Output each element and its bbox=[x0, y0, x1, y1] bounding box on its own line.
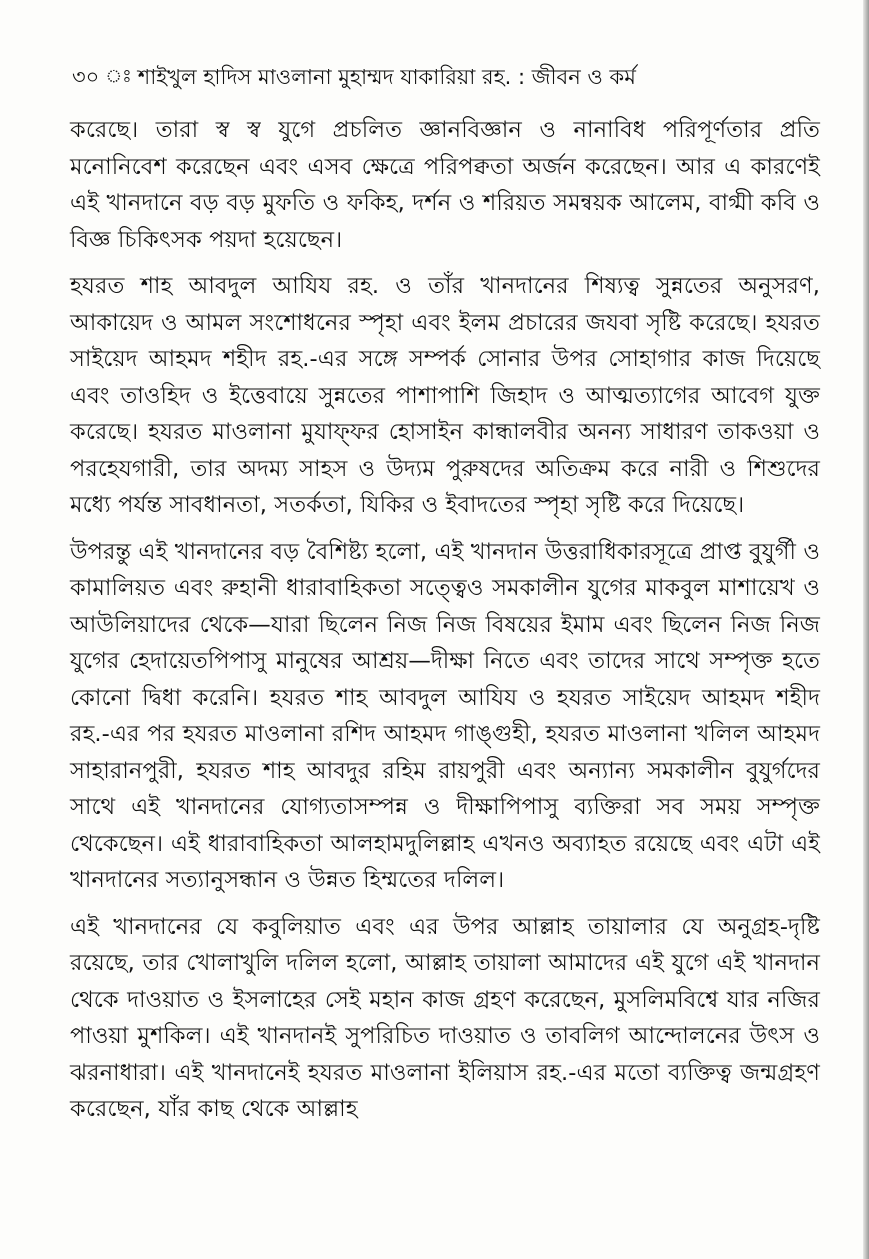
paragraph-1: করেছে। তারা স্ব স্ব যুগে প্রচলিত জ্ঞানবিজ্ঞান ও নানাবিধ পরিপূর্ণতার প্রতি মনোনিবেশ করেছেন এবং এসব ক্ষেত্রে পরিপক্বতা অর্জন করেছেন। আর এ কারণেই এই খানদানে বড় বড় মুফতি ও ফকিহ, দর্শন ও শরিয়ত সমন্বয়ক আলেম, বাগ্মী কবি ও বিজ্ঞ চিকিৎসক পয়দা হয়েছেন। bbox=[70, 117, 820, 253]
paragraph-2: হযরত শাহ আবদুল আযিয রহ. ও তাঁর খানদানের শিষ্যত্ব সুন্নতের অনুসরণ, আকায়েদ ও আমল সংশোধনের স্পৃহা এবং ইলম প্রচারের জযবা সৃষ্টি করেছে। হযরত সাইয়েদ আহমদ শহীদ রহ.-এর সঙ্গে সম্পর্ক সোনার উপর সোহাগার কাজ দিয়েছে এবং তাওহিদ ও ইত্তেবায়ে সুন্নতের পাশাপাশি জিহাদ ও আত্মত্যাগের আবেগ যুক্ত করেছে। হযরত মাওলানা মুযাফ্ফর হোসাইন কান্ধালবীর অনন্য সাধারণ তাকওয়া ও পরহেযগারী, তার অদম্য সাহস ও উদ্যম পুরুষদের অতিক্রম করে নারী ও শিশুদের মধ্যে পর্যন্ত সাবধানতা, সতর্কতা, যিকির ও ইবাদতের স্পৃহা সৃষ্টি করে দিয়েছে। bbox=[70, 273, 820, 518]
paragraph-3: উপরন্তু এই খানদানের বড় বৈশিষ্ট্য হলো, এই খানদান উত্তরাধিকারসূত্রে প্রাপ্ত বুযুর্গী ও কামালিয়ত এবং রুহানী ধারাবাহিকতা সত্ত্বেও সমকালীন যুগের মাকবুল মাশায়েখ ও আউলিয়াদের থেকে—যারা ছিলেন নিজ নিজ বিষয়ের ইমাম এবং ছিলেন নিজ নিজ যুগের হেদায়েতপিপাসু মানুষের আশ্রয়—দীক্ষা নিতে এবং তাদের সাথে সম্পৃক্ত হতে কোনো দ্বিধা করেনি। হযরত শাহ আবদুল আযিয ও হযরত সাইয়েদ আহমদ শহীদ রহ.-এর পর হযরত মাওলানা রশিদ আহমদ গাঙ্গুহী, হযরত মাওলানা খলিল আহমদ সাহারানপুরী, হযরত শাহ আবদুর রহিম রায়পুরী এবং অন্যান্য সমকালীন বুযুর্গদের সাথে এই খানদানের যোগ্যতাসম্পন্ন ও দীক্ষাপিপাসু ব্যক্তিরা সব সময় সম্পৃক্ত থেকেছেন। এই ধারাবাহিকতা আলহামদুলিল্লাহ এখনও অব্যাহত রয়েছে এবং এটা এই খানদানের সত্যানুসন্ধান ও উন্নত হিম্মতের দলিল। bbox=[70, 538, 820, 893]
header-ornament: ঃ bbox=[105, 66, 132, 87]
page-binding-edge bbox=[863, 0, 869, 1259]
running-title: শাইখুল হাদিস মাওলানা মুহাম্মদ যাকারিয়া রহ. : জীবন ও কর্ম bbox=[137, 65, 636, 89]
running-header bbox=[72, 62, 832, 92]
paragraph-4: এই খানদানের যে কবুলিয়াত এবং এর উপর আল্লাহ তায়ালার যে অনুগ্রহ-দৃষ্টি রয়েছে, তার খোলাখুলি দলিল হলো, আল্লাহ তায়ালা আমাদের এই যুগে এই খানদান থেকে দাওয়াত ও ইসলাহের সেই মহান কাজ গ্রহণ করেছেন, মুসলিমবিশ্বে যার নজির পাওয়া মুশকিল। এই খানদানই সুপরিচিত দাওয়াত ও তাবলিগ আন্দোলনের উৎস ও ঝরনাধারা। এই খানদানেই হযরত মাওলানা ইলিয়াস রহ.-এর মতো ব্যক্তিত্ব জন্মগ্রহণ করেছেন, যাঁর কাছ থেকে আল্লাহ bbox=[70, 913, 820, 1122]
page-number: ৩০ bbox=[72, 65, 100, 89]
body-text bbox=[70, 112, 820, 1128]
